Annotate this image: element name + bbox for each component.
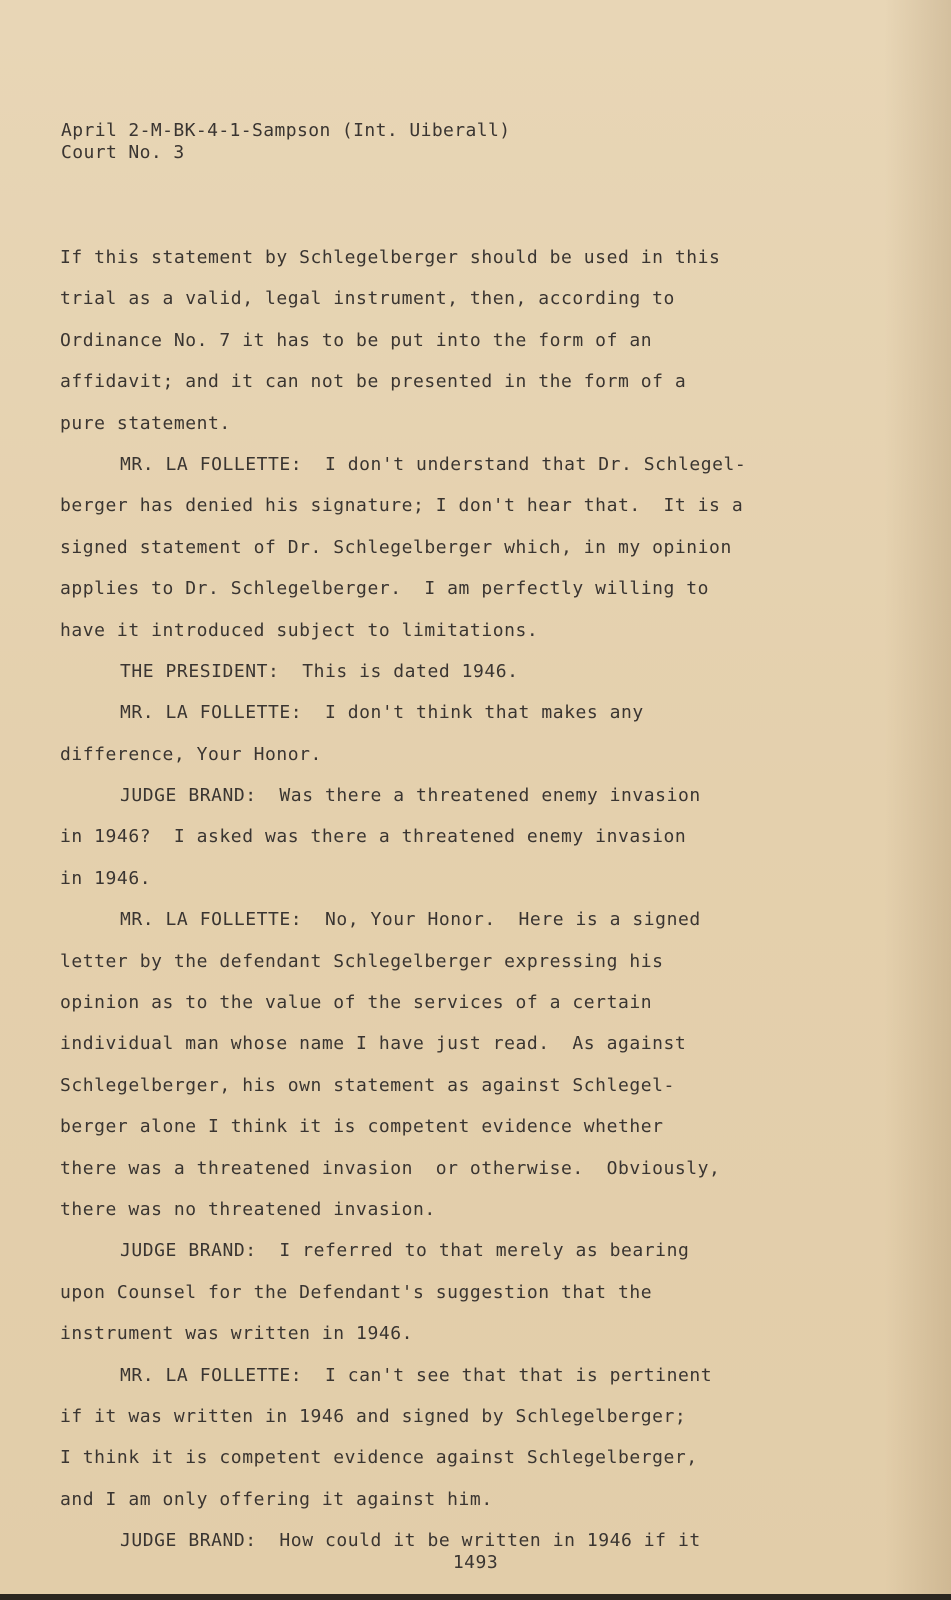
transcript-line: JUDGE BRAND: Was there a threatened enemy invasion — [120, 785, 701, 807]
transcript-line: applies to Dr. Schlegelberger. I am perfectly willing to — [60, 578, 710, 600]
transcript-line: MR. LA FOLLETTE: I don't understand that Dr. Schlegel- — [120, 453, 747, 475]
header-reference: April 2-M-BK-4-1-Sampson (Int. Uiberall) — [61, 120, 511, 141]
page-number: 1493 — [452, 1552, 499, 1573]
transcript-line: If this statement by Schlegelberger should be used in this — [60, 247, 721, 268]
transcript-line: trial as a valid, legal instrument, then, according to — [60, 288, 675, 310]
transcript-line: upon Counsel for the Defendant's suggestion that the — [60, 1281, 653, 1303]
transcript-line: individual man whose name I have just read. As against — [60, 1033, 687, 1055]
transcript-line: difference, Your Honor. — [60, 743, 322, 765]
transcript-line: pure statement. — [60, 412, 231, 434]
header-court: Court No. 3 — [61, 142, 185, 163]
transcript-line: and I am only offering it against him. — [60, 1488, 493, 1510]
transcript-line: JUDGE BRAND: I referred to that merely as bearing — [120, 1240, 690, 1262]
transcript-line: in 1946. — [60, 867, 152, 889]
scan-edge — [0, 1594, 951, 1600]
transcript-line: in 1946? I asked was there a threatened enemy invasion — [60, 826, 687, 848]
transcript-line: have it introduced subject to limitations. — [60, 619, 539, 641]
document-header — [61, 120, 510, 164]
transcript-line: I think it is competent evidence against Schlegelberger, — [60, 1447, 698, 1469]
transcript-line: JUDGE BRAND: How could it be written in 1946 if it — [120, 1530, 701, 1552]
transcript-line: affidavit; and it can not be presented in the form of a — [60, 371, 687, 393]
transcript-line: signed statement of Dr. Schlegelberger which, in my opinion — [60, 536, 732, 558]
transcript-line: letter by the defendant Schlegelberger expressing his — [60, 950, 664, 972]
transcript-line: opinion as to the value of the services of a certain — [60, 992, 653, 1014]
transcript-line: MR. LA FOLLETTE: I can't see that that is pertinent — [120, 1364, 713, 1386]
transcript-body — [60, 237, 890, 1562]
transcript-line: instrument was written in 1946. — [60, 1323, 413, 1345]
transcript-line: if it was written in 1946 and signed by Schlegelberger; — [60, 1405, 687, 1427]
transcript-line: there was no threatened invasion. — [60, 1198, 436, 1220]
transcript-line: Ordinance No. 7 it has to be put into the form of an — [60, 329, 653, 351]
transcript-line: THE PRESIDENT: This is dated 1946. — [120, 660, 519, 682]
transcript-line: MR. LA FOLLETTE: I don't think that makes any — [120, 702, 644, 724]
transcript-line: berger has denied his signature; I don't hear that. It is a — [60, 495, 744, 517]
transcript-line: berger alone I think it is competent evidence whether — [60, 1116, 664, 1138]
transcript-line: Schlegelberger, his own statement as against Schlegel- — [60, 1074, 675, 1096]
transcript-line: MR. LA FOLLETTE: No, Your Honor. Here is a signed — [120, 909, 701, 931]
transcript-line: there was a threatened invasion or otherwise. Obviously, — [60, 1157, 721, 1179]
